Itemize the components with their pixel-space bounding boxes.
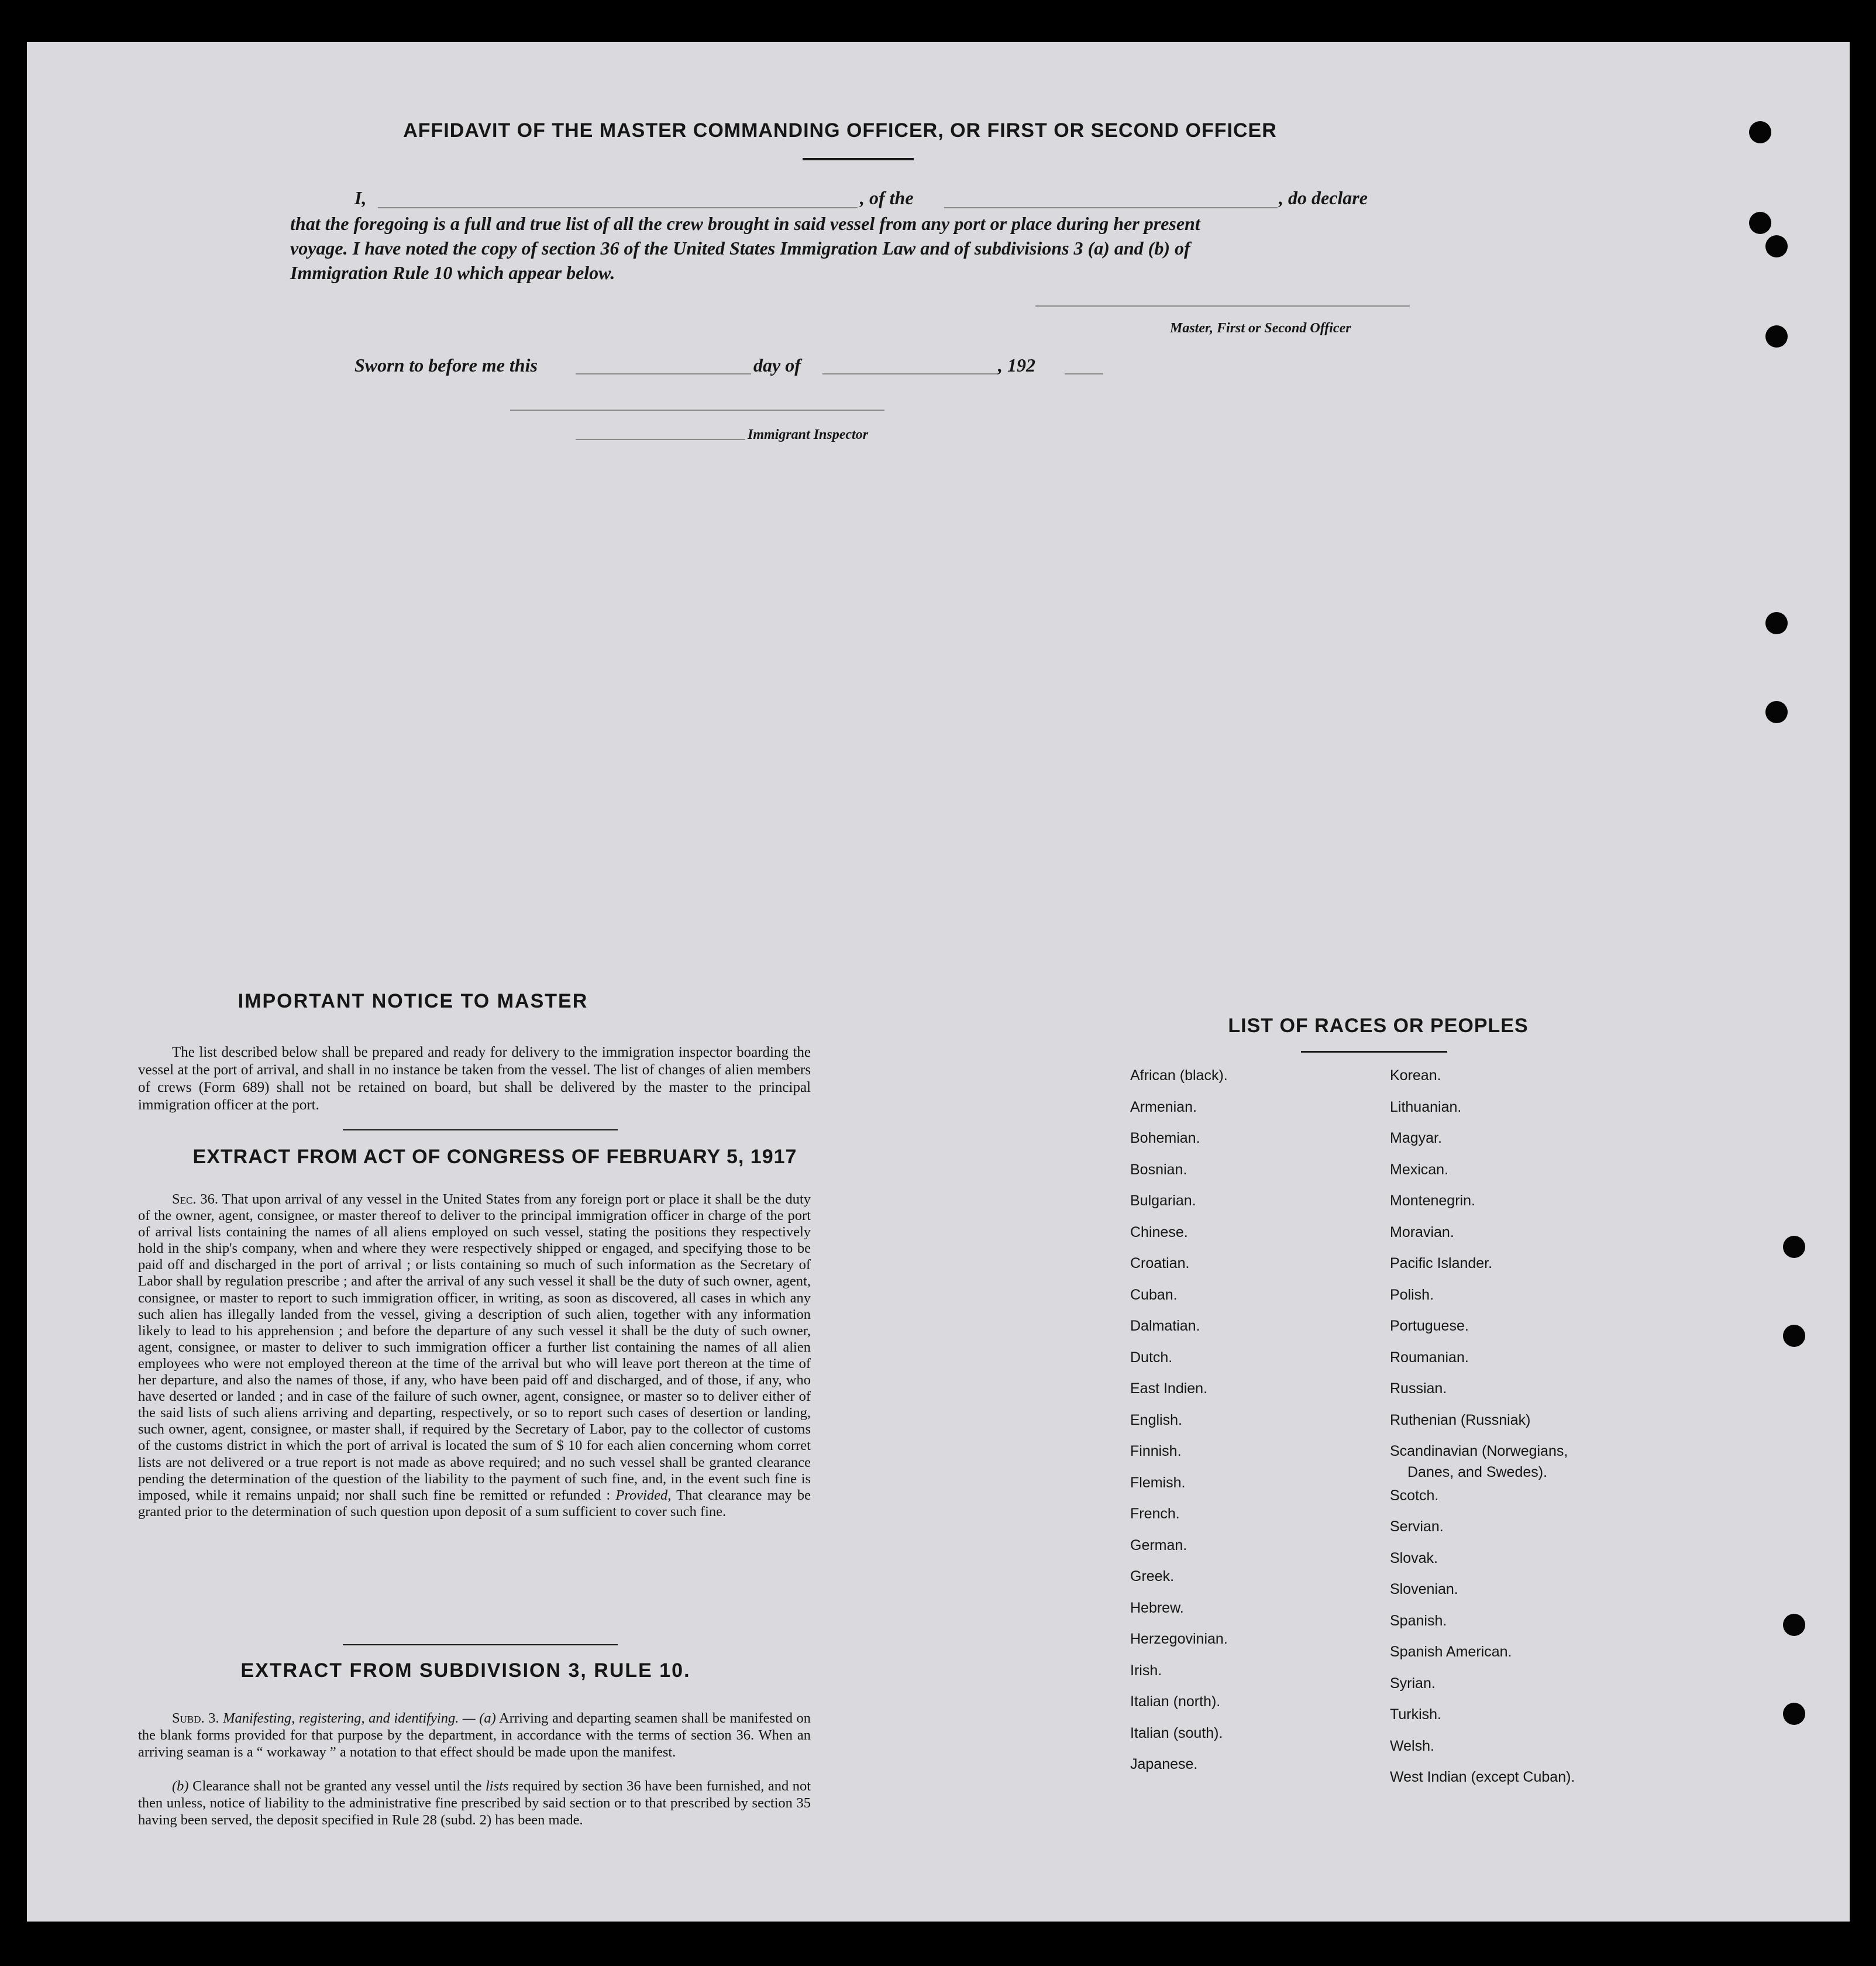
affidavit-i: I,: [354, 187, 367, 208]
rule-b-label: (b): [172, 1778, 189, 1794]
race-item: Slovak.: [1390, 1549, 1438, 1566]
race-item: Mexican.: [1390, 1161, 1449, 1178]
affidavit-of-the: , of the: [860, 187, 914, 208]
race-item: African (black).: [1130, 1067, 1228, 1084]
race-item: Scotch.: [1390, 1487, 1439, 1504]
binder-hole: [1783, 1236, 1805, 1258]
year-label: , 192: [998, 355, 1035, 376]
binder-hole: [1783, 1614, 1805, 1636]
rule-b-text-1: Clearance shall not be granted any vessel until the: [192, 1778, 482, 1794]
day-of-label: day of: [753, 355, 801, 376]
race-item: Irish.: [1130, 1662, 1162, 1679]
name-blank[interactable]: [378, 207, 858, 208]
affidavit-do-declare: , do declare: [1279, 187, 1368, 208]
race-item: Lithuanian.: [1390, 1098, 1462, 1115]
race-item: Russian.: [1390, 1380, 1447, 1397]
notice-title: IMPORTANT NOTICE TO MASTER: [237, 990, 588, 1012]
race-item: Flemish.: [1130, 1474, 1186, 1491]
race-item: Herzegovinian.: [1130, 1631, 1228, 1647]
race-item: Chinese.: [1130, 1223, 1188, 1240]
races-title-underline: [1301, 1051, 1447, 1053]
race-item: Moravian.: [1390, 1223, 1454, 1240]
title-underline: [803, 158, 914, 160]
races-right-column: [1390, 1060, 1682, 1793]
race-item: Bosnian.: [1130, 1161, 1187, 1178]
master-signature-line[interactable]: [1035, 305, 1410, 307]
inspector-label: Immigrant Inspector: [748, 427, 869, 442]
race-item: Armenian.: [1130, 1098, 1197, 1115]
race-item: Finnish.: [1130, 1443, 1182, 1459]
act-sec-label: Sec. 36.: [172, 1191, 218, 1207]
race-item: Cuban.: [1130, 1286, 1178, 1303]
act-title: EXTRACT FROM ACT OF CONGRESS OF FEBRUARY 5, 1917: [192, 1146, 797, 1168]
sworn-day-blank[interactable]: [576, 373, 751, 374]
rule-a: [138, 1710, 811, 1761]
affidavit-line-4: Immigration Rule 10 which appear below.: [290, 262, 615, 283]
race-item: Dalmatian.: [1130, 1318, 1200, 1334]
race-item: Croatian.: [1130, 1255, 1190, 1271]
race-item: Turkish.: [1390, 1706, 1441, 1723]
race-item: Servian.: [1390, 1518, 1444, 1535]
binder-hole: [1765, 701, 1788, 723]
rule-a-text: Arriving and departing seamen shall be manifested on the blank forms provided for that purpose by the department, in accordance with the terms of section 36. When an arriving seaman is a “ workaway ” a notation to that effect should be made upon the manifest.: [138, 1710, 811, 1760]
binder-hole: [1765, 325, 1788, 348]
race-item: Korean.: [1390, 1067, 1441, 1084]
race-item: Spanish.: [1390, 1612, 1447, 1629]
act-provided: Provided,: [615, 1487, 672, 1503]
race-item: German.: [1130, 1537, 1187, 1553]
race-item: Spanish American.: [1390, 1644, 1512, 1660]
race-item: Hebrew.: [1130, 1599, 1184, 1616]
binder-hole: [1765, 235, 1788, 257]
race-item: Montenegrin.: [1390, 1192, 1475, 1209]
rule-b: [138, 1778, 811, 1828]
year-blank[interactable]: [1065, 373, 1103, 374]
document-page: [27, 42, 1850, 1922]
race-item: Bohemian.: [1130, 1130, 1200, 1146]
race-item: Danes, and Swedes).: [1407, 1463, 1548, 1480]
race-item: Slovenian.: [1390, 1581, 1458, 1597]
rule-b-text-2: required by section 36 have been furnished, and not then unless, notice of liability to the administrative fine prescribed by said section or to that prescribed by section 35 having been served, the deposit specified in Rule 28 (subd. 2) has been made.: [138, 1778, 811, 1828]
inspector-signature-line-2[interactable]: [576, 439, 745, 440]
binder-hole: [1749, 121, 1771, 143]
race-item: Pacific Islander.: [1390, 1255, 1493, 1271]
race-item: Syrian.: [1390, 1675, 1436, 1692]
race-item: Magyar.: [1390, 1130, 1442, 1146]
act-tail: That clearance may be granted prior to the determination of such question upon deposit of a sum sufficient to cover such fine.: [138, 1487, 811, 1520]
rule-b-lists: lists: [486, 1778, 509, 1794]
binder-hole: [1783, 1703, 1805, 1725]
inspector-signature-line[interactable]: [510, 410, 884, 411]
binder-hole: [1783, 1325, 1805, 1347]
notice-divider: [343, 1129, 618, 1130]
race-item: French.: [1130, 1506, 1180, 1522]
race-item: Italian (north).: [1130, 1693, 1221, 1710]
act-divider: [343, 1644, 618, 1645]
binder-hole: [1749, 212, 1771, 234]
rule-title: EXTRACT FROM SUBDIVISION 3, RULE 10.: [240, 1659, 691, 1682]
race-item: Japanese.: [1130, 1756, 1198, 1772]
race-item: Bulgarian.: [1130, 1192, 1196, 1209]
sworn-label: Sworn to before me this: [354, 355, 538, 376]
binder-hole: [1765, 612, 1788, 634]
race-item: Greek.: [1130, 1568, 1175, 1585]
rule-subd-title: Manifesting, registering, and identifying. —: [223, 1710, 476, 1726]
races-left-column: [1130, 1060, 1376, 1781]
rule-a-label: (a): [479, 1710, 496, 1726]
race-item: Roumanian.: [1390, 1349, 1469, 1366]
race-item: Ruthenian (Russniak): [1390, 1411, 1531, 1428]
race-item: Scandinavian (Norwegians,: [1390, 1443, 1568, 1459]
race-item: Dutch.: [1130, 1349, 1173, 1366]
affidavit-line-2: that the foregoing is a full and true list of all the crew brought in said vessel from any port or place during her present: [290, 213, 1200, 234]
affidavit-title: AFFIDAVIT OF THE MASTER COMMANDING OFFICER, OR FIRST OR SECOND OFFICER: [403, 119, 1277, 142]
master-signature-label: Master, First or Second Officer: [1170, 321, 1351, 336]
races-title: LIST OF RACES OR PEOPLES: [1228, 1015, 1529, 1037]
race-item: Welsh.: [1390, 1737, 1434, 1754]
race-item: Polish.: [1390, 1286, 1434, 1303]
race-item: English.: [1130, 1411, 1182, 1428]
notice-body: The list described below shall be prepared and ready for delivery to the immigration inspector boarding the vessel at the port of arrival, and shall in no instance be taken from the vessel. The list of changes of alien members of crews (Form 689) shall not be retained on board, but shall be delivered by the master to the principal immigration officer at the port.: [138, 1044, 811, 1113]
race-item: Portuguese.: [1390, 1318, 1469, 1334]
affidavit-line-3: voyage. I have noted the copy of section 36 of the United States Immigration Law and of subdivisions 3 (a) and (b) of: [290, 238, 1190, 259]
act-body: [138, 1191, 811, 1520]
race-item: East Indien.: [1130, 1380, 1208, 1397]
vessel-blank[interactable]: [944, 207, 1278, 208]
act-text: That upon arrival of any vessel in the United States from any foreign port or place it shall be the duty of the owner, agent, consignee, or master thereof to deliver to the principal immigration officer in charge of the port of arrival lists containing the names of all aliens employed on such vessel, stating the positions they respectively hold in the ship's company, when and where they were respectively shipped or engaged, and specifying those to be paid off and discharged in the port of arrival ; or lists containing so much of such information as the Secretary of Labor shall by regulation prescribe ; and after the arrival of any such vessel it shall be the duty of such owner, agent, consignee, or master to report to such immigration officer, in writing, as soon as discovered, all cases in which any such alien has illegally landed from the vessel, giving a description of such alien, together with any information likely to lead to his apprehension ; and before the departure of any such vessel it shall be the duty of such owner, agent, consignee, or master to deliver to such immigration officer a further list containing the names of all alien employees who were not employed thereon at the time of the arrival but who will leave port thereon at the time of her departure, and also the names of those, if any, who have been paid off and discharged, and of those, if any, who have deserted or landed ; and in case of the failure of such owner, agent, consignee, or master so to deliver either of the said lists of such aliens arriving and departing, respectively, or so to report such cases of desertion or landing, such owner, agent, consignee, or master shall, if required by the Secretary of Labor, pay to the collector of customs of the customs district in which the port of arrival is located the sum of $ 10 for each alien concerning whom corret lists are not delivered or a true report is not made as above required; and no such vessel shall be granted clearance pending the determination of the question of the liability to the payment of such fine, and, in the event such fine is imposed, while it remains unpaid; nor shall such fine be remitted or refunded :: [138, 1191, 811, 1503]
rule-subd-label: Subd. 3.: [172, 1710, 219, 1726]
race-item: Italian (south).: [1130, 1724, 1223, 1741]
race-item: West Indian (except Cuban).: [1390, 1769, 1575, 1785]
sworn-month-blank[interactable]: [822, 373, 998, 374]
